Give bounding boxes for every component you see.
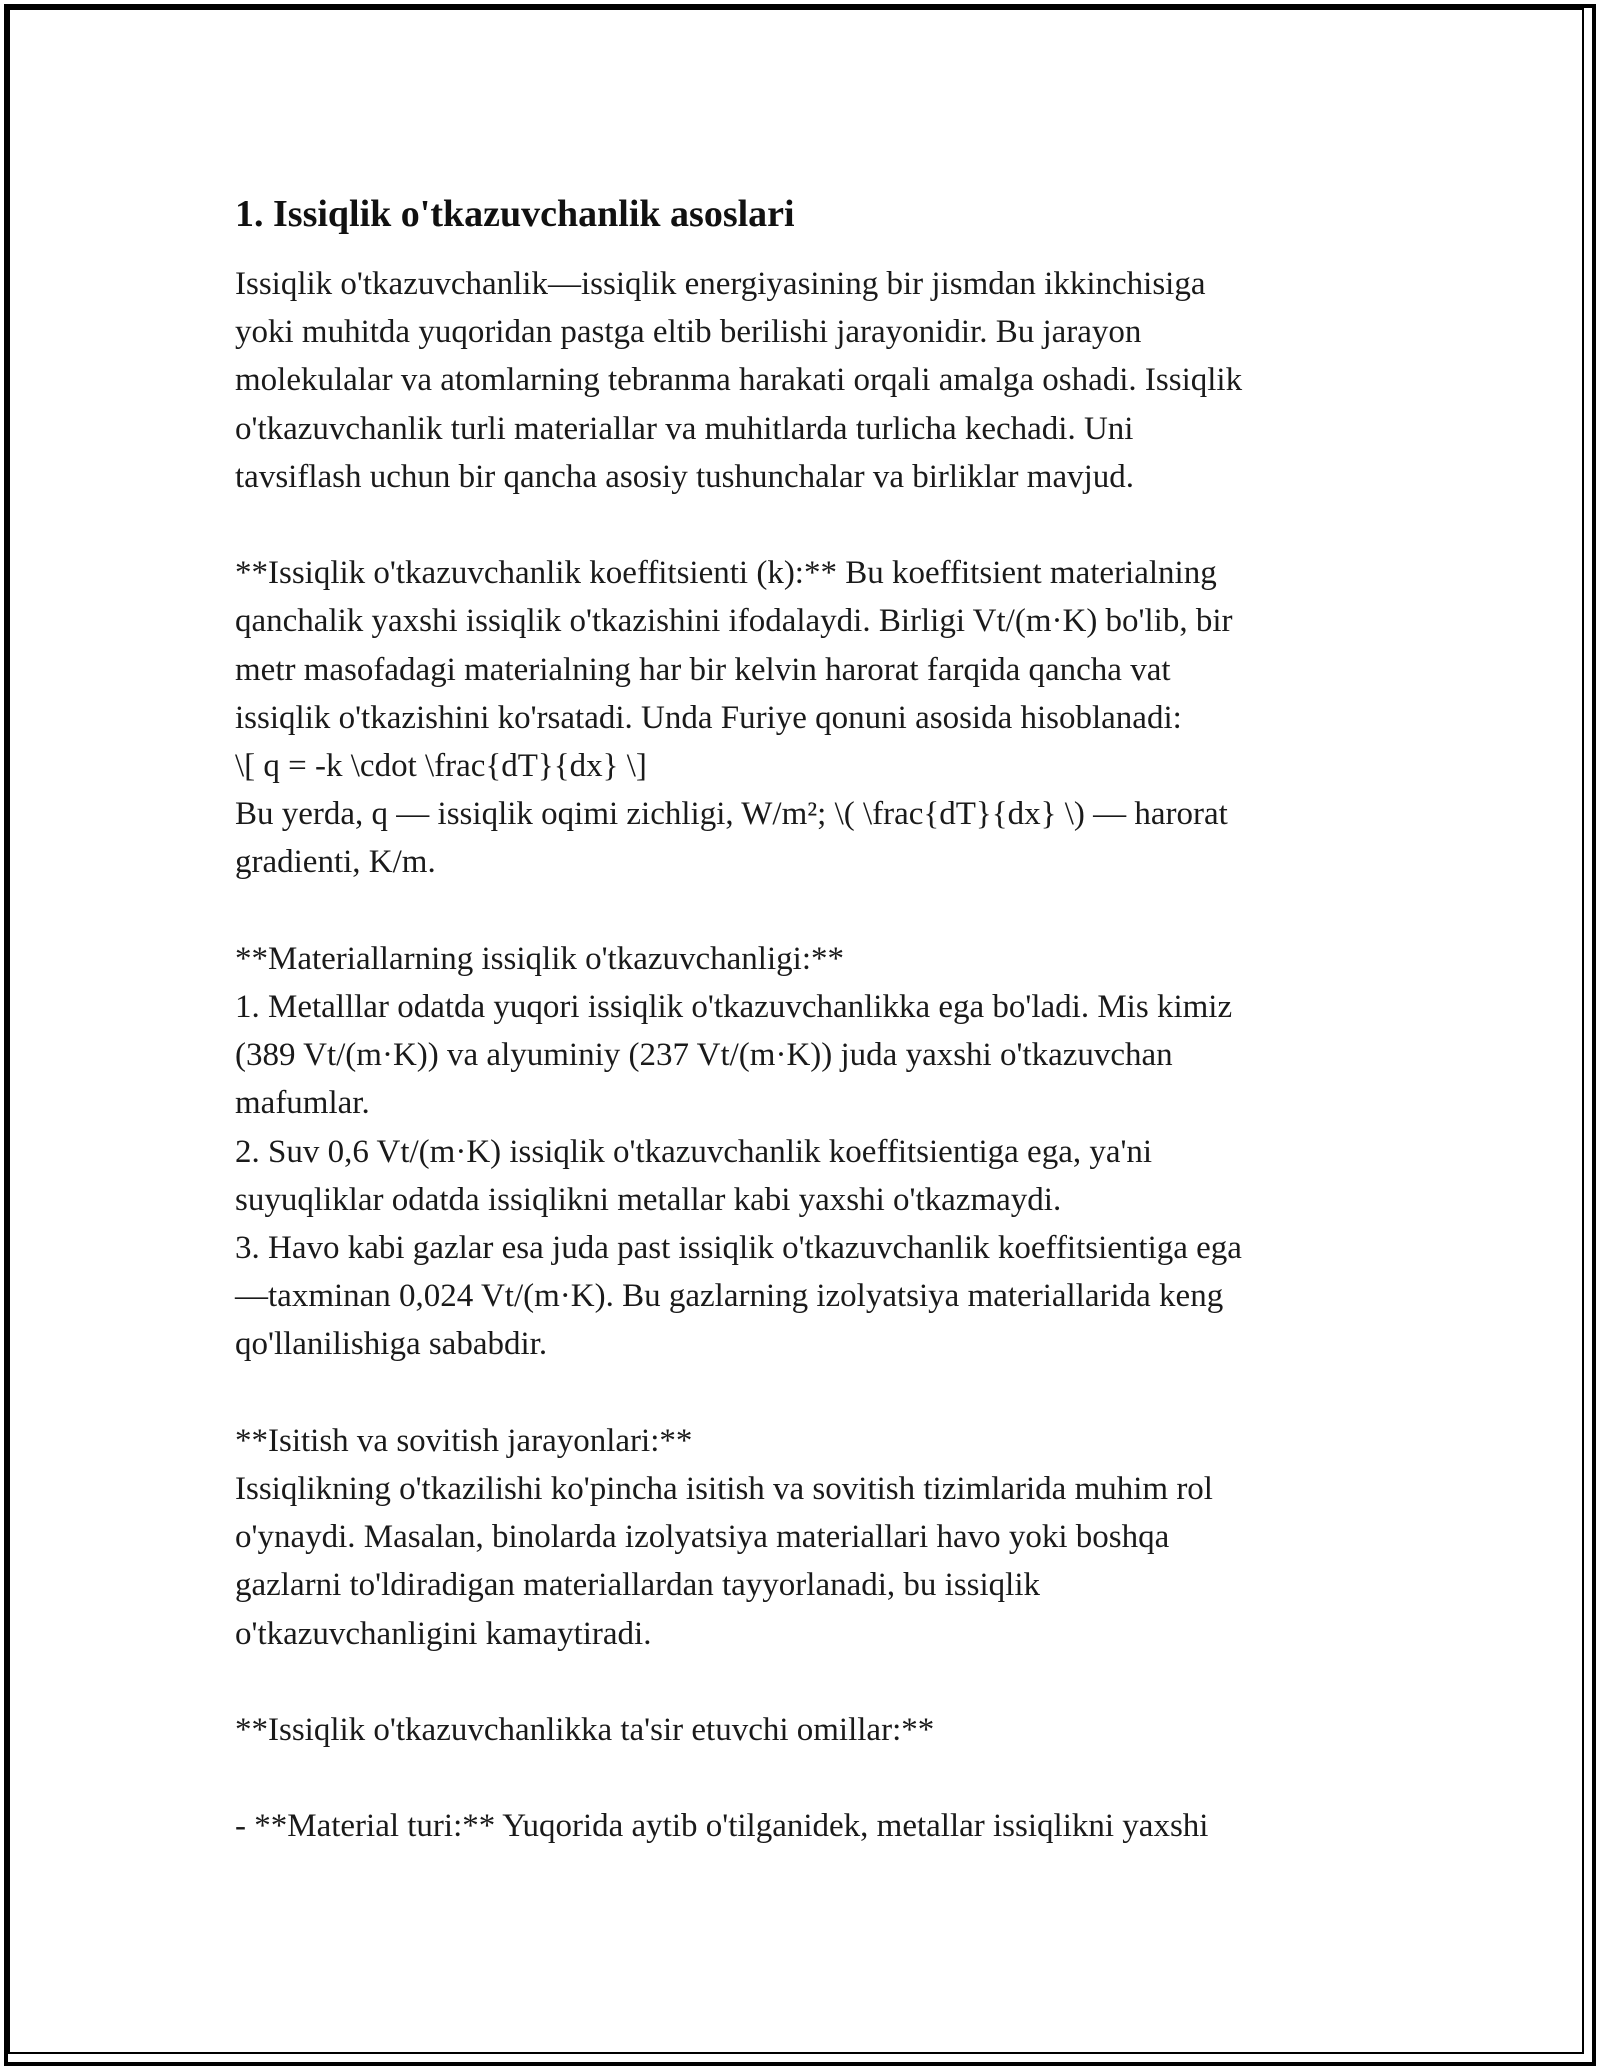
document-text: [235, 260, 1375, 1851]
text-line: (389 Vt/(m·K)) va alyuminiy (237 Vt/(m·K)) juda yaxshi o'tkazuvchan: [235, 1037, 1173, 1074]
text-line: tavsiflash uchun bir qancha asosiy tushunchalar va birliklar mavjud.: [235, 458, 1135, 495]
text-line: metr masofadagi materialning har bir kelvin harorat farqida qancha vat: [235, 651, 1171, 688]
text-line: Bu yerda, q — issiqlik oqimi zichligi, W/m²; \( \frac{dT}{dx} \) — harorat: [235, 796, 1228, 833]
text-line: Issiqlikning o'tkazilishi ko'pincha isitish va sovitish tizimlarida muhim rol: [235, 1471, 1213, 1508]
paragraph: [235, 935, 1375, 1369]
text-line: gazlarni to'ldiradigan materiallardan tayyorlanadi, bu issiqlik: [235, 1567, 1041, 1604]
paragraph-spacer: [235, 1754, 1375, 1802]
text-line: 1. Metalllar odatda yuqori issiqlik o'tkazuvchanlikka ega bo'ladi. Mis kimiz: [235, 989, 1233, 1026]
text-line: Issiqlik o'tkazuvchanlik—issiqlik energiyasining bir jismdan ikkinchisiga: [235, 266, 1206, 302]
text-line: o'tkazuvchanlik turli materiallar va muhitlarda turlicha kechadi. Uni: [235, 410, 1134, 447]
text-line: suyuqliklar odatda issiqlikni metallar kabi yaxshi o'tkazmaydi.: [235, 1181, 1062, 1218]
text-line: yoki muhitda yuqoridan pastga eltib berilishi jarayonidir. Bu jarayon: [235, 314, 1142, 351]
section-heading: 1. Issiqlik o'tkazuvchanlik asoslari: [235, 193, 795, 235]
text-line: 3. Havo kabi gazlar esa juda past issiqlik o'tkazuvchanlik koeffitsientiga ega: [235, 1230, 1242, 1267]
paragraph-spacer: [235, 887, 1375, 935]
paragraph-spacer: [235, 501, 1375, 549]
text-line: o'tkazuvchanligini kamaytiradi.: [235, 1615, 652, 1652]
text-line: 2. Suv 0,6 Vt/(m·K) issiqlik o'tkazuvchanlik koeffitsientiga ega, ya'ni: [235, 1133, 1153, 1170]
paragraph: [235, 1706, 1375, 1754]
paragraph: [235, 260, 1375, 501]
text-line: qo'llanilishiga sababdir.: [235, 1326, 548, 1363]
text-line: - **Material turi:** Yuqorida aytib o'tilganidek, metallar issiqlikni yaxshi: [235, 1808, 1209, 1845]
text-line: o'ynaydi. Masalan, binolarda izolyatsiya materiallari havo yoki boshqa: [235, 1519, 1170, 1556]
text-line: \[ q = -k \cdot \frac{dT}{dx} \]: [235, 748, 647, 785]
text-line: qanchalik yaxshi issiqlik o'tkazishini ifodalaydi. Birligi Vt/(m·K) bo'lib, bir: [235, 603, 1233, 640]
text-line: mafumlar.: [235, 1085, 370, 1122]
paragraph: [235, 1802, 1375, 1850]
paragraph: [235, 549, 1375, 886]
paragraph-spacer: [235, 1658, 1375, 1706]
text-line: **Isitish va sovitish jarayonlari:**: [235, 1422, 693, 1459]
text-line: **Issiqlik o'tkazuvchanlikka ta'sir etuvchi omillar:**: [235, 1712, 935, 1749]
text-line: —taxminan 0,024 Vt/(m·K). Bu gazlarning izolyatsiya materiallarida keng: [235, 1278, 1224, 1315]
document-body: [235, 190, 1375, 1851]
text-line: molekulalar va atomlarning tebranma harakati orqali amalga oshadi. Issiqlik: [235, 362, 1243, 399]
text-line: **Issiqlik o'tkazuvchanlik koeffitsienti (k):** Bu koeffitsient materialning: [235, 555, 1217, 592]
paragraph-spacer: [235, 1369, 1375, 1417]
text-line: gradienti, K/m.: [235, 844, 436, 881]
text-line: issiqlik o'tkazishini ko'rsatadi. Unda Furiye qonuni asosida hisoblanadi:: [235, 699, 1182, 736]
text-line: **Materiallarning issiqlik o'tkazuvchanligi:**: [235, 940, 844, 977]
paragraph: [235, 1417, 1375, 1658]
